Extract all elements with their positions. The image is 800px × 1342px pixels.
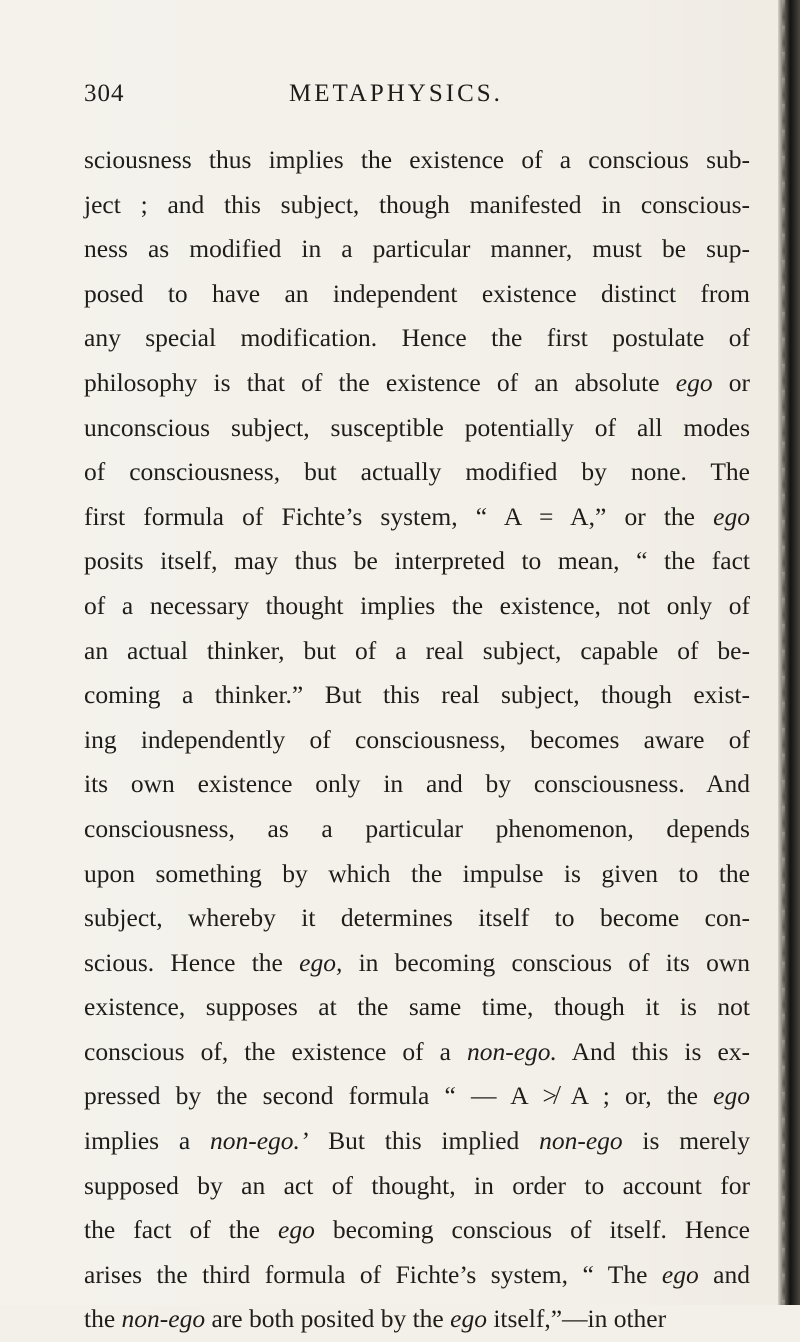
text-line [84,1119,750,1164]
text-line [84,316,750,361]
italic-text: ego [661,1259,699,1289]
text-segment: And this is ex- [556,1036,751,1066]
text-line [84,1297,750,1342]
text-segment: scious. Hence the [84,947,300,977]
running-title: METAPHYSICS. [289,80,503,107]
text-segment: existence, supposes at the same time, though it is not [84,992,750,1022]
text-segment: any special modification. Hence the first postulate of [84,323,750,353]
text-line [84,1030,750,1075]
text-segment: the fact of the [84,1215,279,1245]
text-line [84,272,750,317]
text-segment: and [698,1259,750,1289]
italic-text: ego [450,1304,487,1334]
running-head [84,80,744,116]
italic-text: non-ego [121,1304,206,1334]
text-segment: or [712,367,750,397]
text-line [84,183,750,228]
italic-text: ego, [299,947,343,977]
text-segment: ject ; and this subject, though manifested in conscious- [84,189,750,219]
text-segment: of a necessary thought implies the existence, not only of [84,590,750,620]
italic-text: ego [675,367,713,397]
text-line [84,762,750,807]
text-line [84,1164,750,1209]
text-segment: posed to have an independent existence distinct from [84,278,750,308]
text-line [84,807,750,852]
book-binding-edge [778,0,800,1305]
text-segment: consciousness, as a particular phenomenon, depends [84,813,750,843]
text-line [84,1074,750,1119]
text-segment: upon something by which the impulse is given to the [84,858,750,888]
text-segment: philosophy is that of the existence of an absolute [84,367,676,397]
text-segment: the [84,1304,122,1334]
text-line [84,1208,750,1253]
text-segment: subject, whereby it determines itself to become con- [84,903,750,933]
text-segment: is merely [622,1126,750,1156]
text-line [84,941,750,986]
body-text [84,138,750,1342]
text-segment: in becoming conscious of its own [342,947,750,977]
text-line [84,1253,750,1298]
text-line [84,896,750,941]
text-segment: its own existence only in and by consciousness. And [84,769,750,799]
text-segment: But this implied [308,1126,540,1156]
text-line [84,138,750,183]
text-segment: becoming conscious of itself. Hence [314,1215,750,1245]
text-segment: posits itself, may thus be interpreted to mean, “ the fact [84,546,750,576]
text-line [84,629,750,674]
text-line [84,673,750,718]
text-segment: are both posited by the [205,1304,451,1334]
page-number: 304 [84,80,125,107]
text-line [84,539,750,584]
text-line [84,718,750,763]
italic-text: ego [278,1215,315,1245]
text-segment: pressed by the second formula “ — A ≯ A ; or, the [84,1081,714,1111]
text-line [84,450,750,495]
text-line [84,406,750,451]
italic-text: ego [713,1081,750,1111]
text-line [84,361,750,406]
text-line [84,985,750,1030]
text-segment: supposed by an act of thought, in order to account for [84,1170,750,1200]
text-segment: an actual thinker, but of a real subject, capable of be- [84,635,750,665]
text-line [84,227,750,272]
text-line [84,852,750,897]
italic-text: non-ego.’ [209,1126,309,1156]
italic-text: non-ego. [467,1036,557,1066]
italic-text: non-ego [539,1126,623,1156]
text-line [84,584,750,629]
text-segment: conscious of, the existence of a [84,1036,467,1066]
text-segment: implies a [84,1126,210,1156]
text-segment: first formula of Fichte’s system, “ A = A,” or the [84,501,714,531]
text-segment: of consciousness, but actually modified by none. The [84,457,750,487]
text-segment: arises the third formula of Fichte’s system, “ The [84,1259,662,1289]
text-segment: itself,”—in other [486,1304,667,1334]
text-segment: unconscious subject, susceptible potentially of all modes [84,412,750,442]
italic-text: ego [713,501,750,531]
text-line [84,495,750,540]
text-segment: ness as modified in a particular manner, must be sup- [84,234,750,264]
text-segment: ing independently of consciousness, becomes aware of [84,724,750,754]
text-segment: coming a thinker.” But this real subject, though exist- [84,680,750,710]
text-segment: sciousness thus implies the existence of a conscious sub- [84,145,750,174]
